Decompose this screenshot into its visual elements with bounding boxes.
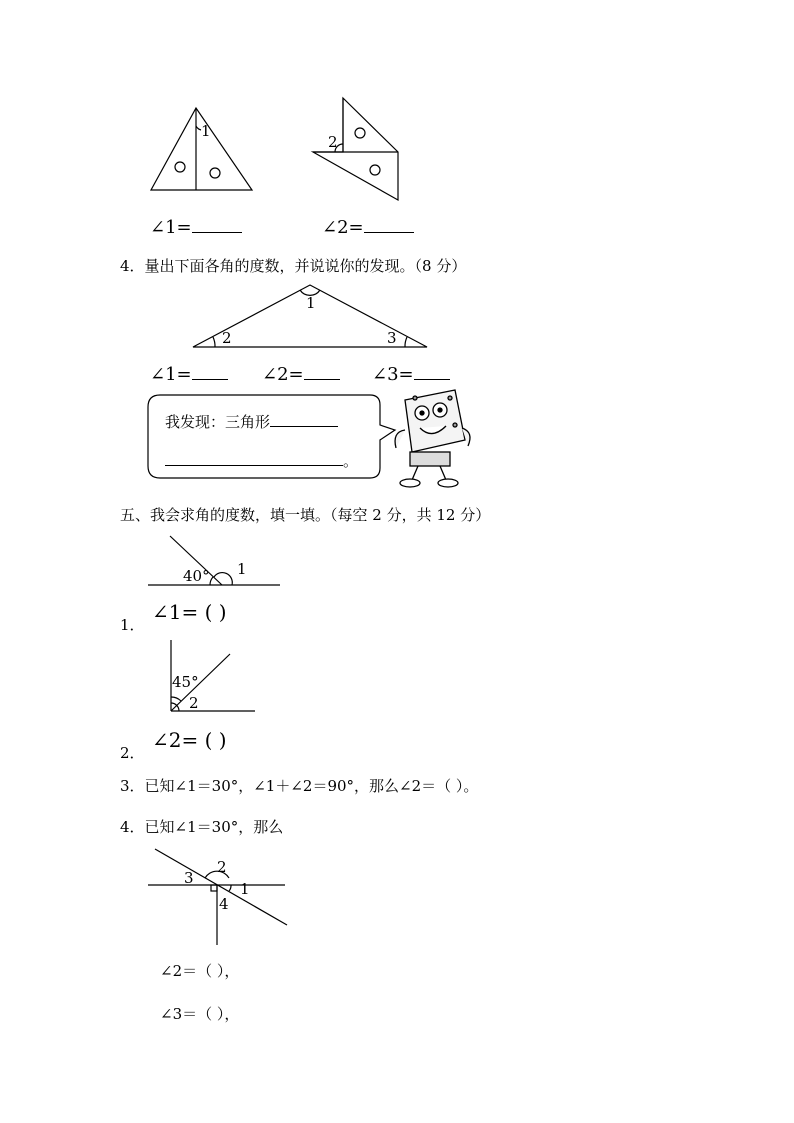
- discovery-line-2: 。: [165, 450, 358, 471]
- answer-blank[interactable]: [304, 379, 340, 380]
- angle-1-label: 1: [237, 560, 247, 578]
- set-square-figure-1: [151, 108, 252, 190]
- question-3-text: 3．已知∠1＝30°，∠1＋∠2＝90°，那么∠2＝（ ）。: [120, 777, 479, 795]
- set-square-figure-2: [313, 98, 398, 200]
- fig1-label: 1: [201, 122, 211, 140]
- answer-angle-2: ∠2=: [322, 217, 414, 238]
- triangle-label-2: 2: [222, 329, 232, 347]
- question-1-answer: ∠1= ( ): [152, 600, 227, 624]
- answer-blank[interactable]: [364, 232, 414, 233]
- discovery-line-1: 我发现：三角形: [165, 411, 338, 432]
- angle-figure-1: [148, 536, 280, 585]
- question-2-answer: ∠2= ( ): [152, 728, 227, 752]
- measure-answer-2: ∠2=: [262, 364, 340, 385]
- q4b-label-4: 4: [219, 895, 229, 913]
- question-2-number: 2．: [120, 744, 145, 762]
- question-4-text: 4．量出下面各角的度数，并说说你的发现。（8 分）: [120, 257, 467, 275]
- answer-blank[interactable]: [192, 232, 242, 233]
- triangle-label-3: 3: [387, 329, 397, 347]
- answer-angle-1: ∠1=: [150, 217, 242, 238]
- q4b-answer-3[interactable]: ∠3＝（ ），: [160, 1005, 240, 1023]
- answer-blank[interactable]: [414, 379, 450, 380]
- answer-paren[interactable]: ( ): [204, 600, 227, 624]
- q4b-label-3: 3: [184, 869, 194, 887]
- angle-45-label: 45°: [172, 673, 199, 691]
- cartoon-sponge-icon: [395, 390, 470, 487]
- answer-paren[interactable]: ( ): [204, 728, 227, 752]
- q4b-answer-2[interactable]: ∠2＝（ ），: [160, 962, 240, 980]
- discovery-blank-1[interactable]: [270, 426, 338, 427]
- answer-blank[interactable]: [192, 379, 228, 380]
- q4b-label-2: 2: [217, 858, 227, 876]
- angle-40-label: 40°: [183, 567, 210, 585]
- section-5-title: 五、我会求角的度数，填一填。（每空 2 分，共 12 分）: [120, 506, 491, 524]
- question-4b-text: 4．已知∠1＝30°，那么: [120, 818, 284, 836]
- angle-2-label: 2: [189, 694, 199, 712]
- q4b-label-1: 1: [240, 880, 250, 898]
- question-1-number: 1．: [120, 616, 145, 634]
- discovery-blank-2[interactable]: [165, 465, 343, 466]
- measure-answer-3: ∠3=: [372, 364, 450, 385]
- measure-answer-1: ∠1=: [150, 364, 228, 385]
- fig2-label: 2: [328, 133, 338, 151]
- triangle-label-1: 1: [306, 294, 316, 312]
